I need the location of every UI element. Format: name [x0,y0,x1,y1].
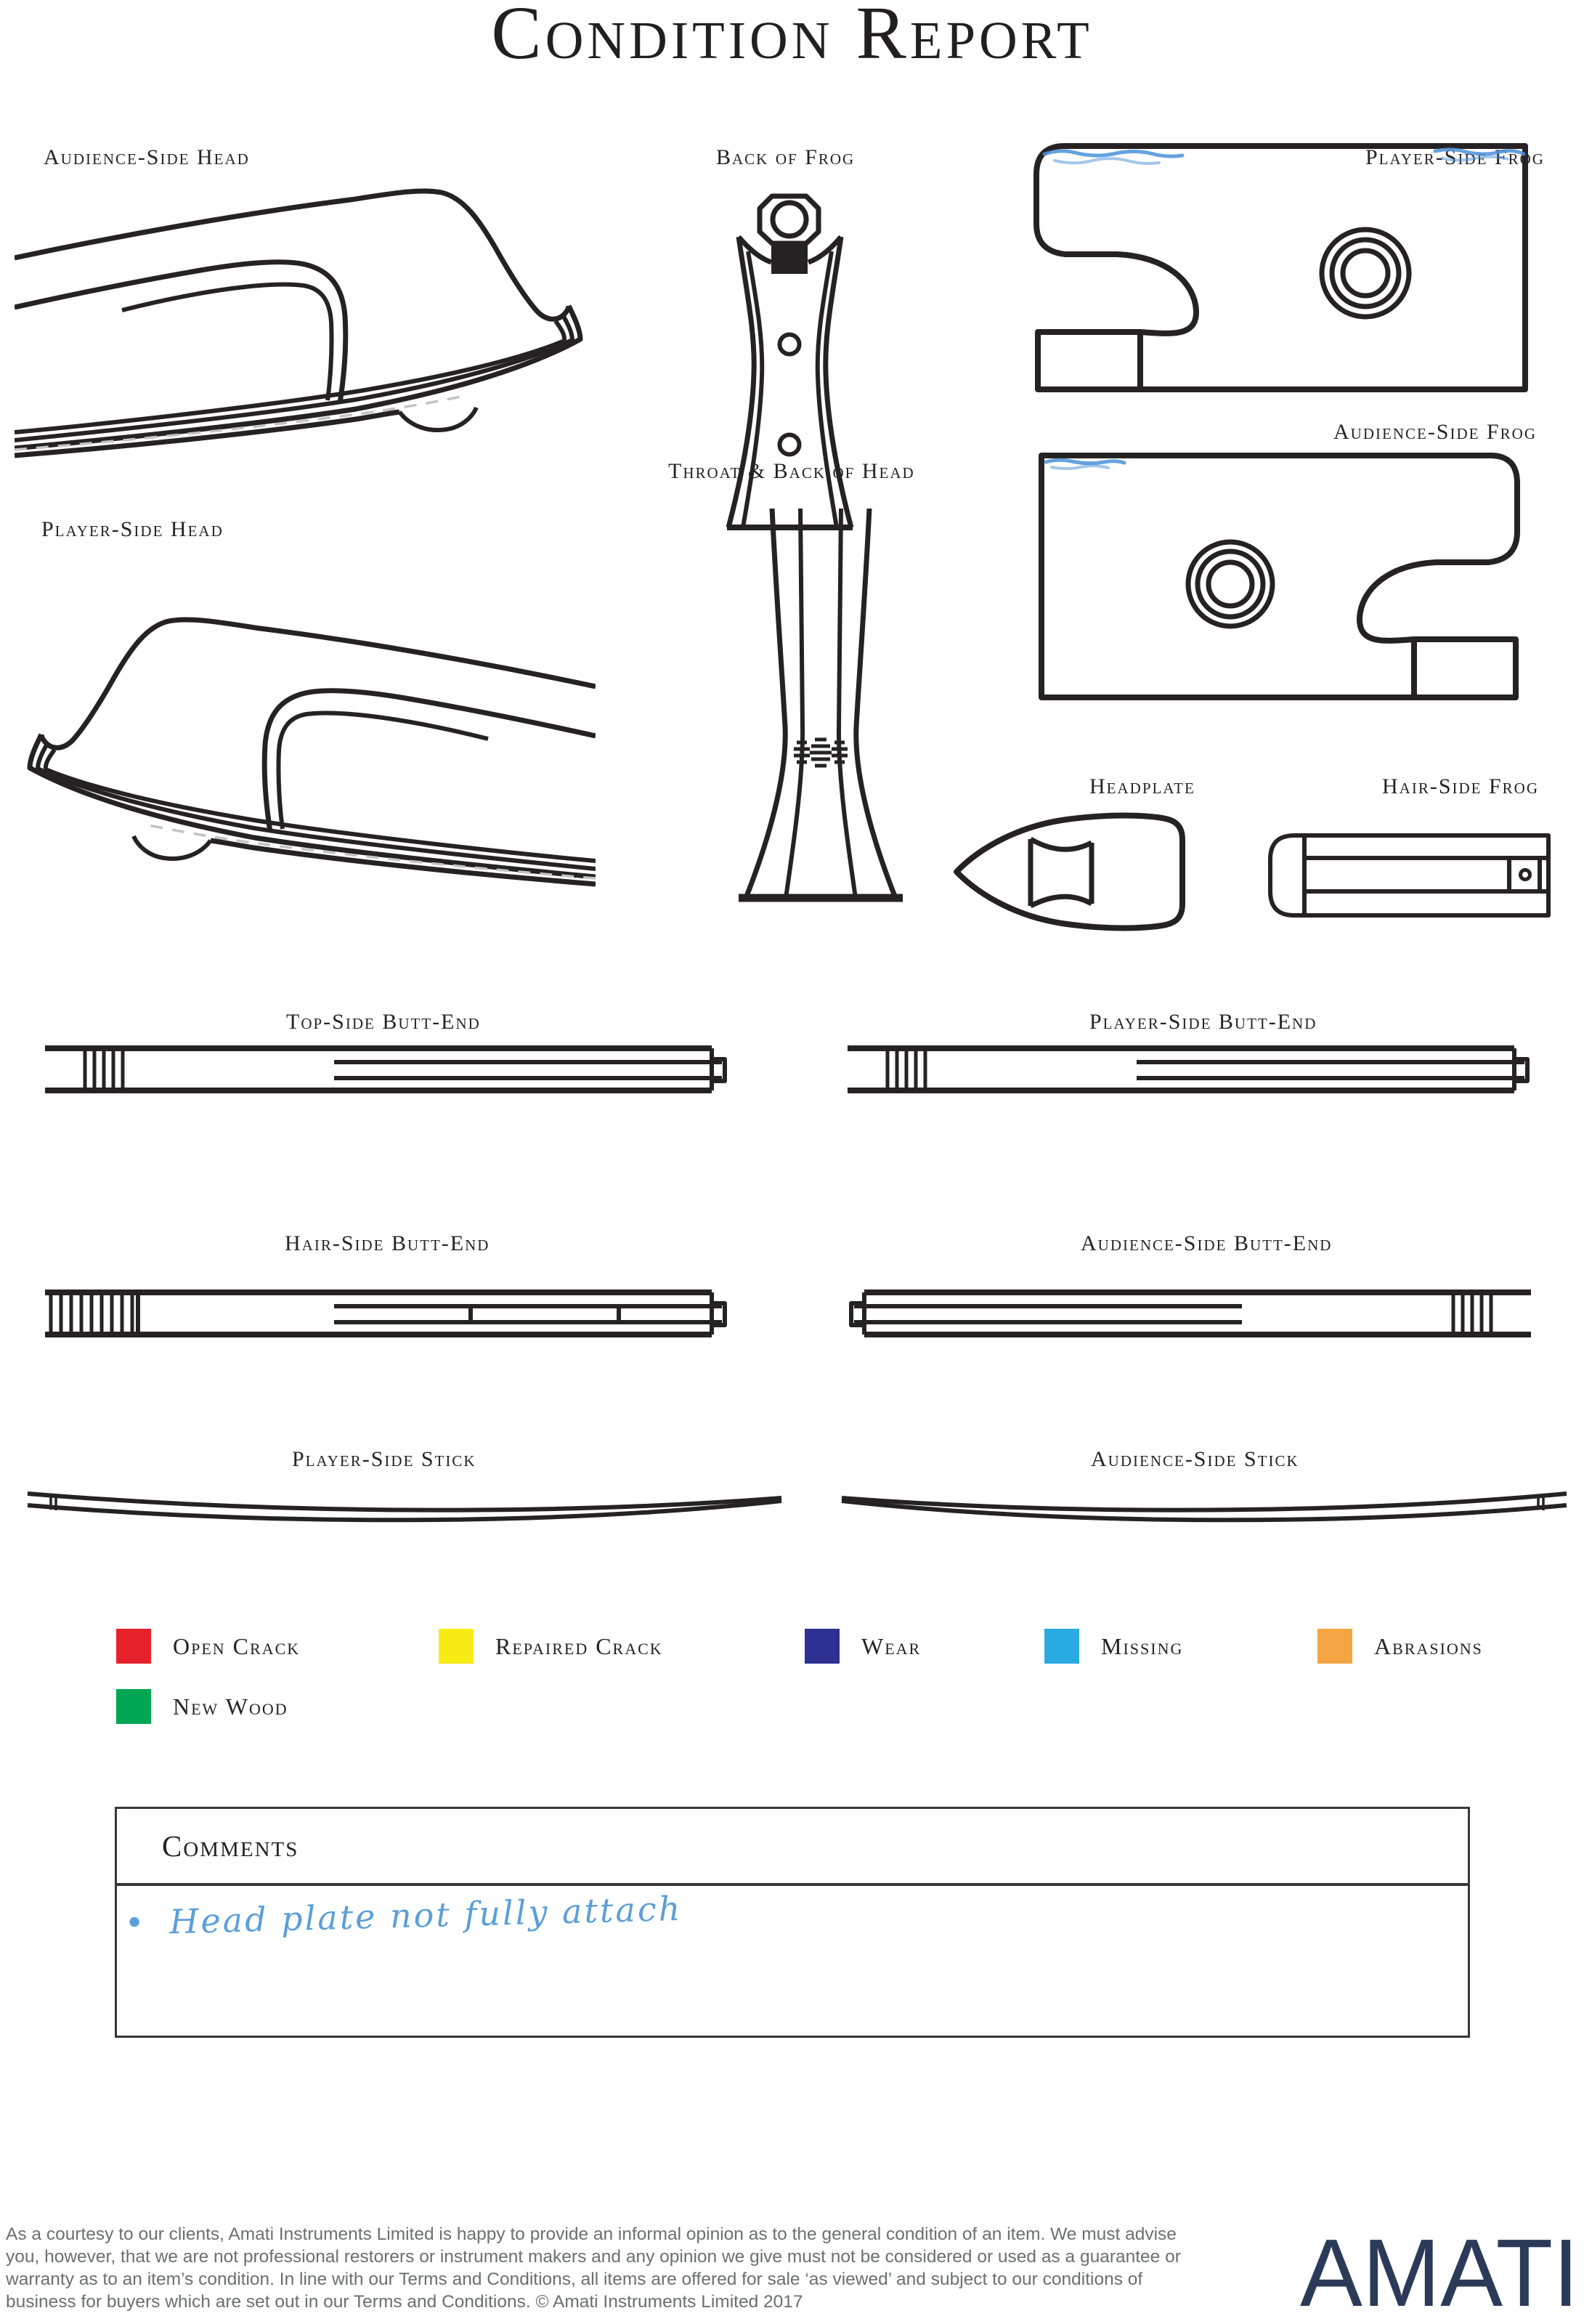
abrasions-swatch [1317,1629,1352,1664]
amati-logo [1299,2222,1583,2323]
hair-side-butt-end-drawing [44,1287,730,1340]
label-throat-back-of-head: Throat & Back of Head [668,459,915,483]
label-audience-side-frog: Audience-Side Frog [1333,420,1538,444]
wear-swatch [805,1629,840,1664]
top-side-butt-end-drawing [44,1043,730,1096]
legend-item-wear [805,1629,921,1664]
amati-logo-text: AMATI [1300,2222,1579,2323]
missing-swatch [1044,1629,1079,1664]
player-side-butt-end-drawing [846,1043,1532,1096]
note-text: Head plate not fully attach [168,1888,683,1942]
comments-title: Comments [162,1829,299,1863]
hair-side-frog-drawing [1264,832,1554,919]
legend-item-new-wood [116,1689,288,1724]
legend-item-abrasions [1317,1629,1483,1664]
missing-annotation-marks [1044,150,1524,163]
legend-item-open-crack [116,1629,300,1664]
butt-end-outline [45,1292,725,1335]
comments-header [117,1809,1468,1886]
audience-side-head-drawing [15,142,596,483]
player-side-frog-drawing [1031,142,1532,397]
frog-back-outline [727,196,853,527]
back-of-frog-drawing [719,190,861,539]
headplate-outline [957,816,1182,928]
stick-outline [842,1494,1567,1520]
bow-head-outline [15,191,580,456]
legend-label-new-wood: New Wood [173,1693,288,1720]
svg-text:• Head plate not fully a [124,1889,683,1943]
legend-item-repaired-crack [439,1629,663,1664]
hair-side-frog-outline [1270,835,1548,915]
label-audience-side-butt-end: Audience-Side Butt-End [1081,1231,1333,1255]
audience-side-frog-drawing [1036,452,1522,703]
label-audience-side-head: Audience-Side Head [44,145,250,169]
label-player-side-frog: Player-Side Frog [1365,145,1545,169]
legend-label-abrasions: Abrasions [1374,1632,1483,1659]
legend-item-missing [1044,1629,1183,1664]
label-hair-side-butt-end: Hair-Side Butt-End [285,1231,490,1255]
audience-side-butt-end-drawing [846,1287,1532,1340]
player-side-stick-drawing [22,1488,784,1531]
legend-label-repaired-crack: Repaired Crack [495,1632,663,1659]
butt-end-outline [851,1292,1531,1335]
throat-back-of-head-drawing [730,509,911,904]
legend-label-wear: Wear [861,1632,922,1659]
new-wood-swatch [116,1689,151,1724]
butt-end-outline [45,1048,725,1090]
handwritten-note [115,1878,914,1980]
label-player-side-head: Player-Side Head [41,517,224,541]
label-back-of-frog: Back of Frog [716,145,856,169]
frog-outline [1041,456,1517,697]
disclaimer-text: As a courtesy to our clients, Amati Instruments Limited is happy to provide an informal opinion as to the general condition of an item. We must advise you, however, that we are not professional restorers or instrument makers and any opinion we give must not be considered or used as a guarantee or warranty as to an item’s condition. In line with our Terms and Conditions, all items are offered for sale ‘as viewed’ and subject to our conditions of business for buyers which are set out in our Terms and Conditions. © Amati Instruments Limited 2017 [6,2224,1181,2312]
label-top-side-butt-end: Top-Side Butt-End [286,1010,481,1034]
label-player-side-stick: Player-Side Stick [292,1447,476,1471]
headplate-drawing [951,812,1202,932]
player-side-head-drawing [15,570,596,912]
label-hair-side-frog: Hair-Side Frog [1382,774,1540,798]
note-bullet: • [123,1903,147,1943]
missing-annotation-marks [1046,460,1124,469]
audience-side-stick-drawing [839,1488,1572,1531]
label-audience-side-stick: Audience-Side Stick [1091,1447,1299,1471]
open-crack-swatch [116,1629,151,1664]
throat-outline [739,509,903,898]
stick-outline [28,1494,781,1520]
repaired-crack-swatch [439,1629,474,1664]
legend-label-missing: Missing [1101,1632,1184,1659]
frog-outline [1036,146,1525,389]
label-player-side-butt-end: Player-Side Butt-End [1089,1010,1317,1034]
legend-label-open-crack: Open Crack [173,1632,301,1659]
page-title: Condition Report [491,0,1093,75]
label-headplate: Headplate [1089,774,1195,798]
